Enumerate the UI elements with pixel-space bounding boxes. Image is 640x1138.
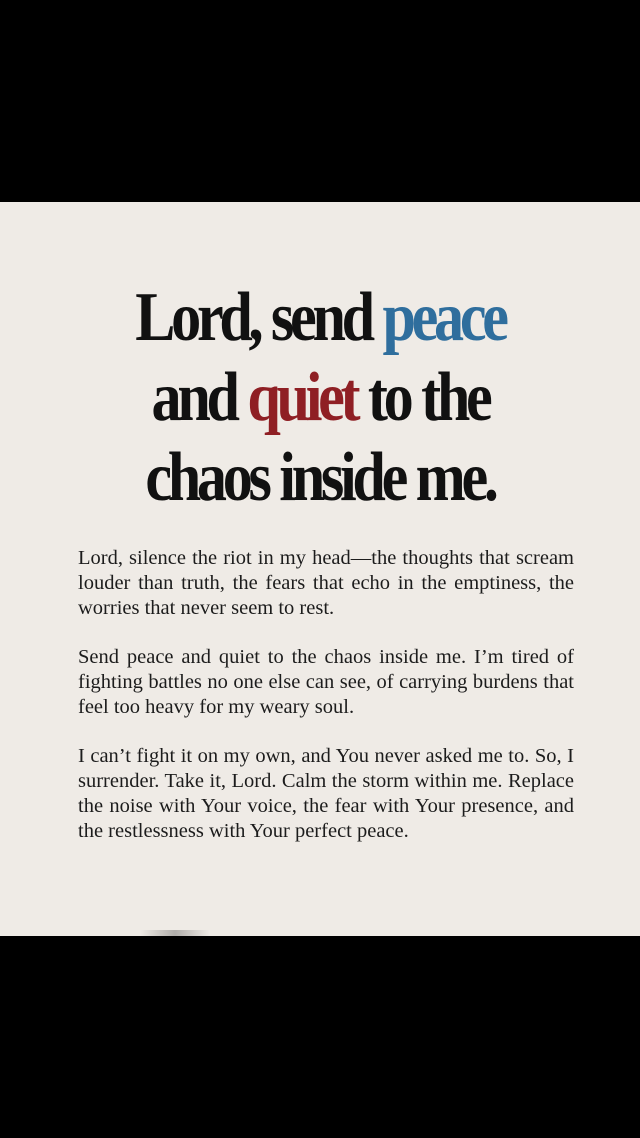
paragraph-2: Send peace and quiet to the chaos inside me. I’m tired of fighting battles no one else can see, of carrying burdens that feel too heavy for my weary soul. <box>78 646 574 718</box>
prayer-body <box>78 546 574 844</box>
headline-line-3: chaos inside me. <box>145 439 495 516</box>
paragraph-1: Lord, silence the riot in my head—the thoughts that scream louder than truth, the fears that echo in the emptiness, the worries that never seem to rest. <box>78 547 574 619</box>
headline-text: Lord, send <box>135 279 383 356</box>
headline-line-2 <box>45 358 595 438</box>
headline-highlight-peace: peace <box>382 279 505 356</box>
paragraph-3: I can’t fight it on my own, and You never asked me to. So, I surrender. Take it, Lord. Calm the storm within me. Replace the noise with Your voice, the fear with Your presence, and the restlessness with Your perfect peace. <box>78 745 574 842</box>
headline-line-1 <box>45 278 595 358</box>
prayer-card <box>0 202 640 936</box>
headline-text: and <box>151 359 248 436</box>
bottom-letterbox <box>0 936 640 1138</box>
headline-highlight-quiet: quiet <box>247 359 357 436</box>
headline <box>45 278 595 518</box>
top-letterbox <box>0 0 640 202</box>
headline-text: to the <box>356 359 489 436</box>
